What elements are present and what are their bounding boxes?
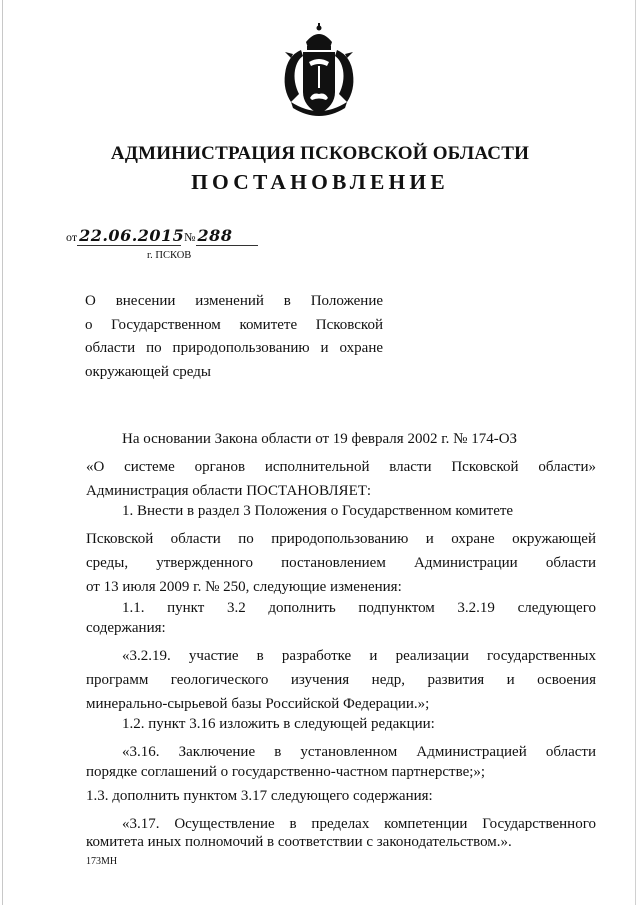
item1-line: Псковской области по природопользованию и охране окружающей	[86, 531, 596, 547]
scan-edge-left	[2, 0, 3, 905]
quote-line: «3.16. Заключение в установленном Администрацией области	[122, 744, 596, 760]
handwritten-date: 22.06.2015	[79, 226, 185, 245]
item1-line: среды, утвержденного постановлением Администрации области	[86, 555, 596, 571]
quote-line: «3.17. Осуществление в пределах компетенции Государственного	[122, 816, 596, 832]
subject-line: о Государственном комитете Псковской	[85, 316, 383, 333]
quote-3-17-first	[122, 812, 596, 836]
quote-3-16-first	[122, 740, 596, 764]
quote-3-2-19	[86, 668, 596, 716]
subject-line: О внесении изменений в Положение	[85, 293, 383, 309]
quote-line: минерально-сырьевой базы Российской Федерации.»;	[86, 696, 430, 712]
city-label: г. ПСКОВ	[147, 250, 192, 261]
document-type-title: ПОСТАНОВЛЕНИЕ	[191, 170, 449, 194]
quote-line: комитета иных полномочий в соответствии с законодательством.».	[86, 834, 512, 850]
item1-3-line: 1.3. дополнить пунктом 3.17 следующего содержания:	[86, 788, 433, 804]
quote-line: программ геологического изучения недр, развития и освоения	[86, 672, 596, 688]
item1-2-line: 1.2. пункт 3.16 изложить в следующей редакции:	[122, 716, 435, 732]
handwritten-number: 288	[196, 226, 258, 246]
item1-line: 1. Внести в раздел 3 Положения о Государственном комитете	[122, 503, 514, 519]
document-subject	[85, 290, 383, 385]
footer-code: 173МН	[86, 856, 118, 867]
quote-line: порядке соглашений о государственно-частном партнерстве;»;	[86, 764, 486, 780]
intro-paragraph	[86, 455, 596, 503]
item1-1-first	[122, 596, 596, 620]
date-prefix: от	[66, 230, 78, 244]
item1-paragraph	[86, 527, 596, 599]
intro-line: «О системе органов исполнительной власти Псковской области»	[86, 459, 596, 475]
item1-line: от 13 июля 2009 г. № 250, следующие изменения:	[86, 579, 402, 595]
date-number-line	[66, 226, 258, 246]
scan-edge-right	[635, 0, 636, 905]
pskov-coat-of-arms-icon	[279, 22, 359, 122]
number-prefix: №	[184, 230, 196, 244]
organization-title: АДМИНИСТРАЦИЯ ПСКОВСКОЙ ОБЛАСТИ	[110, 143, 530, 164]
item1-1-line: содержания:	[86, 620, 166, 636]
intro-line: Администрация области ПОСТАНОВЛЯЕТ:	[86, 483, 372, 499]
intro-line: На основании Закона области от 19 февраля 2002 г. № 174-ОЗ	[122, 431, 518, 447]
item1-1-line: 1.1. пункт 3.2 дополнить подпунктом 3.2.19 следующего	[122, 600, 596, 616]
quote-3-2-19-first	[122, 644, 596, 668]
subject-line: области по природопользованию и охране	[85, 340, 383, 357]
quote-line: «3.2.19. участие в разработке и реализации государственных	[122, 648, 596, 664]
subject-line: окружающей среды	[85, 364, 211, 381]
